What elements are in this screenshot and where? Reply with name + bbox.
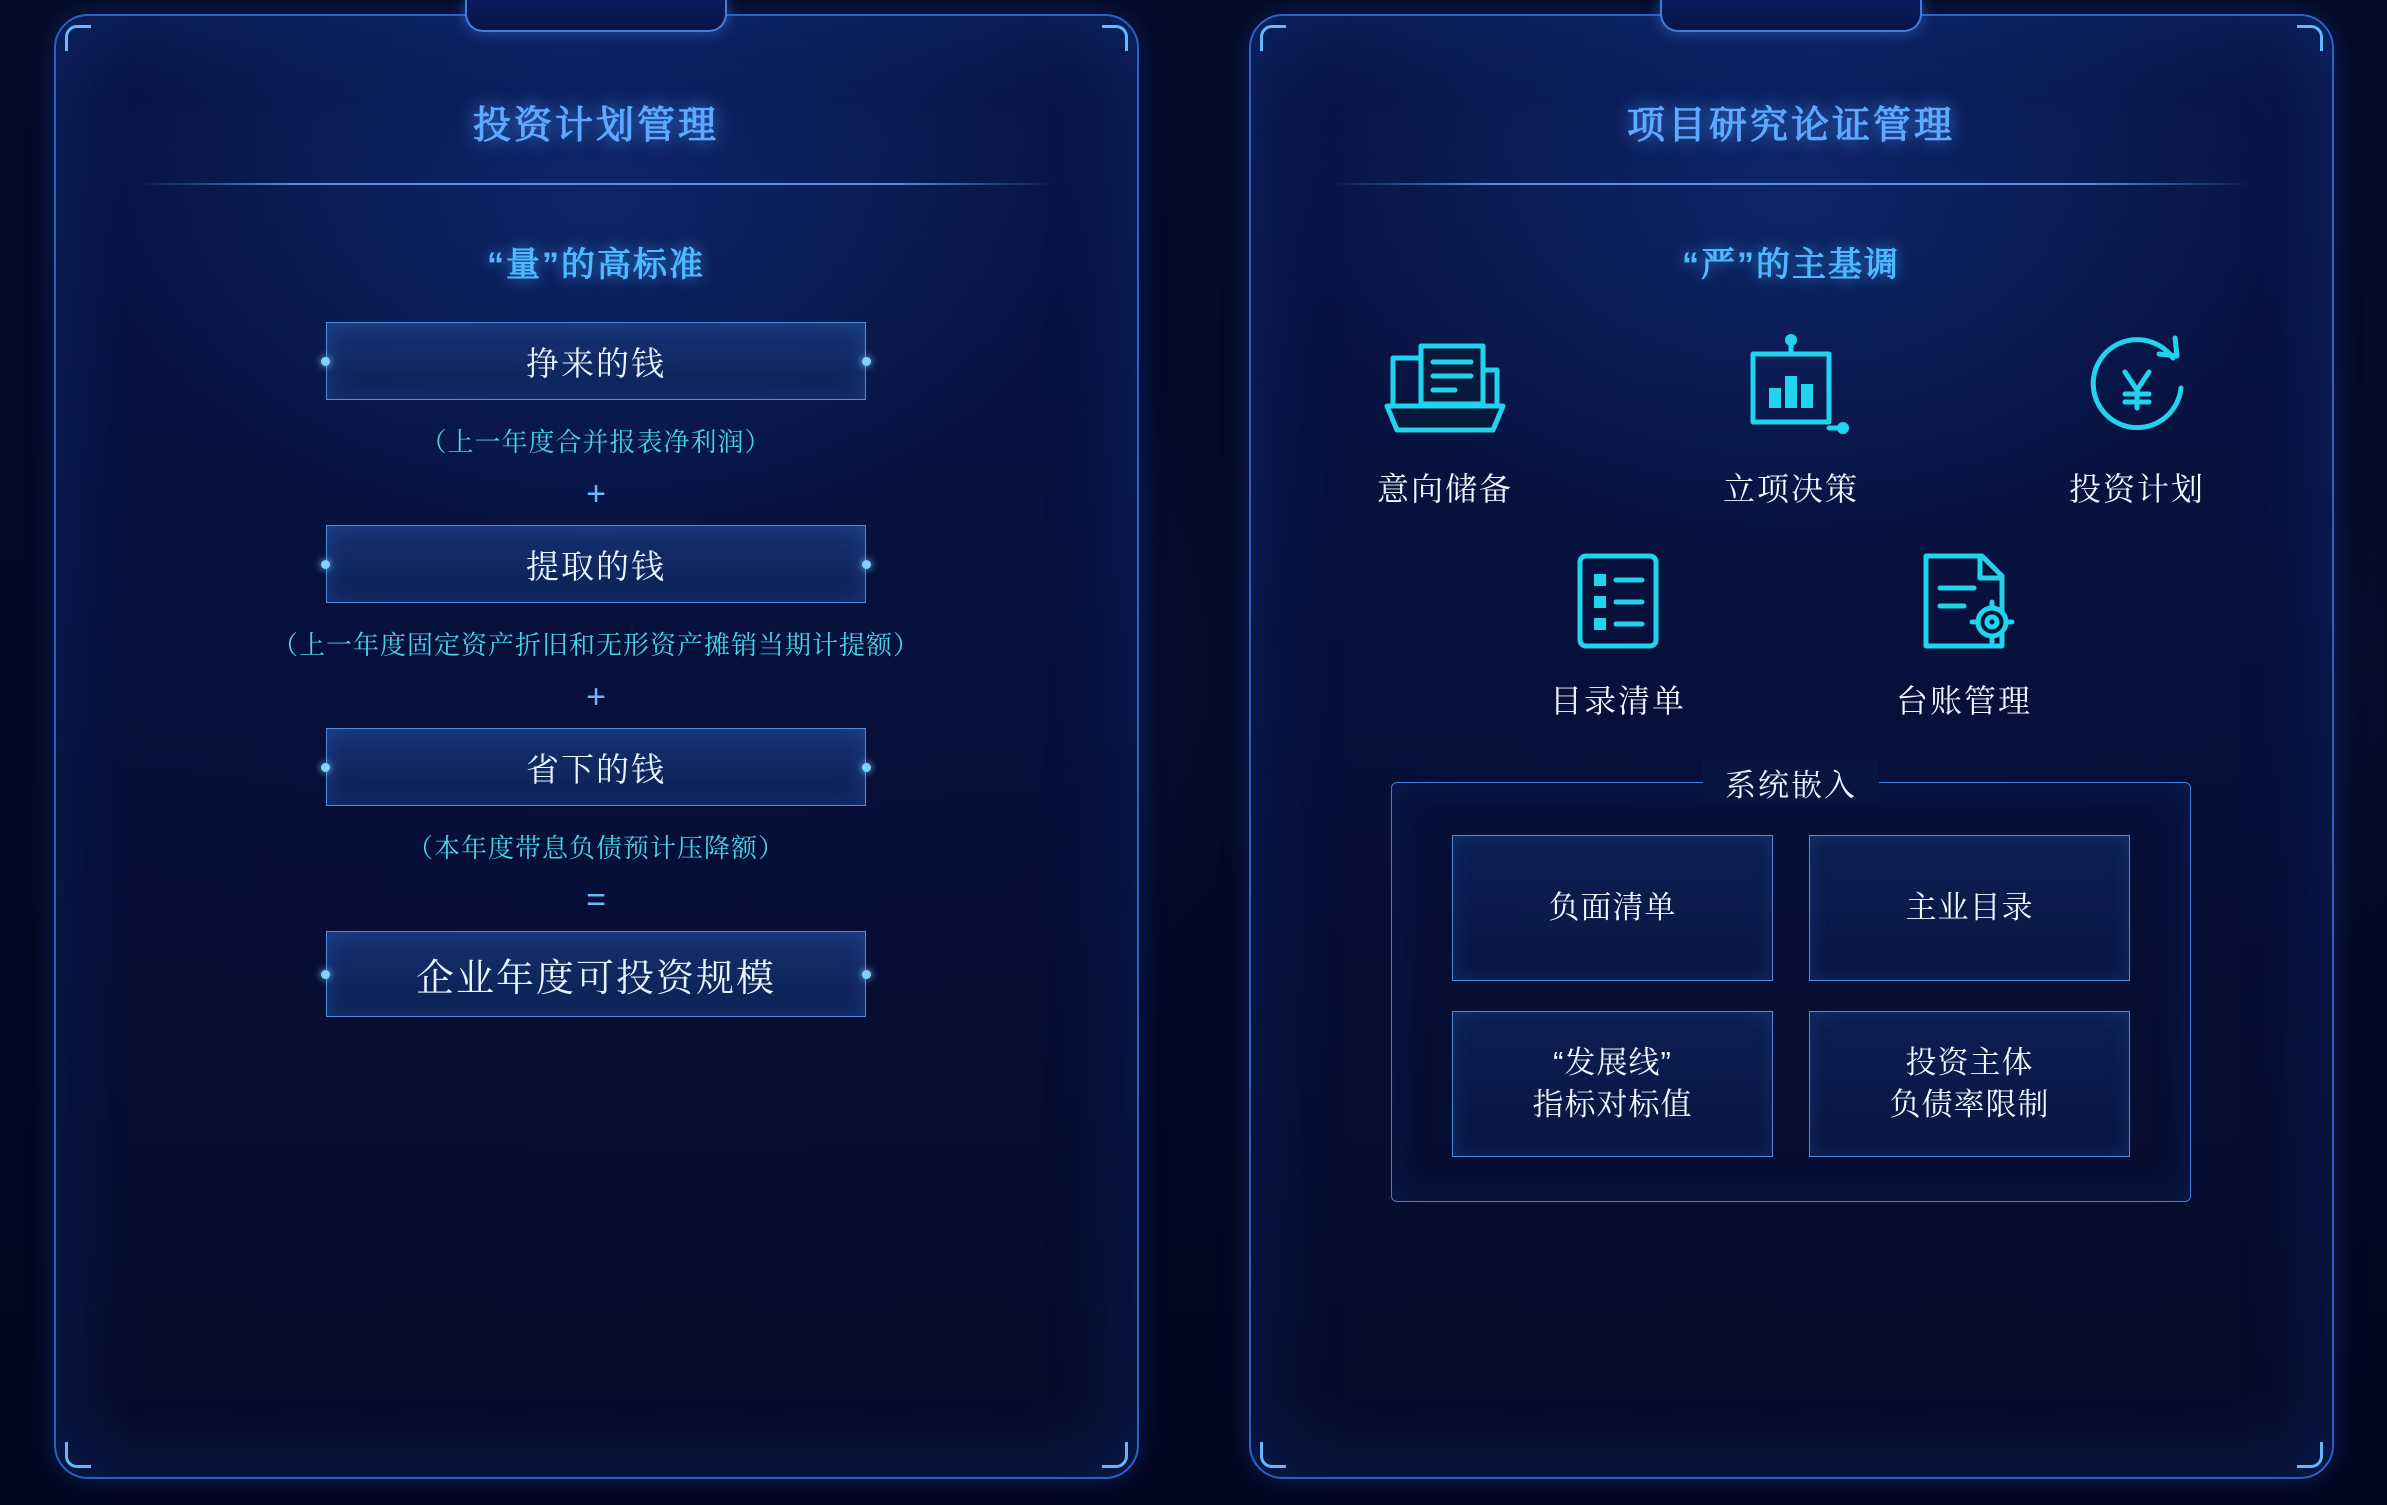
right-panel-subtitle: “严”的主基调 [1682, 246, 1900, 284]
system-embed-legend: 系统嵌入 [1703, 760, 1879, 805]
embed-item-negative-list[interactable] [1452, 835, 1773, 981]
formula-note-extracted: （上一年度固定资产折旧和无形资产摊销当期计提额） [271, 630, 920, 660]
embed-item-development-line-benchmark[interactable] [1452, 1011, 1773, 1157]
project-research-panel [1249, 14, 2334, 1479]
folder-document-icon [1381, 332, 1509, 444]
formula-operator-2: + [586, 678, 606, 716]
embed-item-investor-debt-ratio-limit[interactable] [1809, 1011, 2130, 1157]
corner-decoration-top-left [1260, 25, 1286, 51]
feature-item-project-decision[interactable] [1666, 332, 1916, 510]
system-embed-grid [1452, 835, 2130, 1157]
formula-result-wrap [326, 931, 866, 1017]
feature-item-intent-reserve[interactable] [1320, 332, 1570, 510]
corner-decoration-bottom-right [1102, 1442, 1128, 1468]
chip-node-dot-left [321, 357, 330, 366]
formula-operator-3: = [586, 881, 606, 919]
feature-label: 投资计划 [2068, 471, 2205, 507]
embed-item-line1: 负面清单 [1548, 890, 1677, 926]
left-title-divider [136, 183, 1057, 185]
corner-decoration-bottom-left [65, 1442, 91, 1468]
yuan-refresh-icon [2073, 332, 2201, 444]
feature-label: 目录清单 [1549, 683, 1686, 719]
embed-item-line2: 负债率限制 [1889, 1087, 2050, 1122]
corner-decoration-top-left [65, 25, 91, 51]
chip-node-dot-left [321, 970, 330, 979]
investment-formula [96, 322, 1097, 1017]
formula-term-saved[interactable]: 省下的钱 [326, 728, 866, 806]
investment-plan-panel [54, 14, 1139, 1479]
system-embed-box [1391, 768, 2191, 1202]
formula-note-earned: （上一年度合并报表净利润） [420, 427, 772, 457]
document-gear-icon [1900, 544, 2028, 656]
chip-node-dot-right [862, 357, 871, 366]
formula-chip-wrap [326, 322, 866, 400]
checklist-icon [1554, 544, 1682, 656]
feature-item-investment-plan[interactable] [2012, 332, 2262, 510]
formula-chip-wrap [326, 728, 866, 806]
right-panel-title: 项目研究论证管理 [1626, 105, 1955, 147]
left-panel-subtitle: “量”的高标准 [487, 246, 705, 284]
right-title-divider [1331, 183, 2252, 185]
corner-decoration-top-right [1102, 25, 1128, 51]
feature-item-ledger-management[interactable] [1839, 544, 2089, 722]
formula-result-total[interactable]: 企业年度可投资规模 [326, 931, 866, 1017]
chip-node-dot-right [862, 560, 871, 569]
chip-node-dot-right [862, 970, 871, 979]
embed-item-main-business-catalog[interactable] [1809, 835, 2130, 981]
chip-node-dot-right [862, 763, 871, 772]
formula-term-earned[interactable]: 挣来的钱 [326, 322, 866, 400]
embed-item-line1: 投资主体 [1905, 1045, 2034, 1081]
embed-item-line2: 指标对标值 [1532, 1087, 1693, 1122]
embed-item-line1: “发展线” [1553, 1045, 1672, 1081]
feature-label: 台账管理 [1895, 683, 2032, 719]
formula-term-extracted[interactable]: 提取的钱 [326, 525, 866, 603]
feature-label: 立项决策 [1722, 471, 1859, 507]
formula-note-saved: （本年度带息负债预计压降额） [406, 833, 785, 863]
bar-chart-icon [1727, 332, 1855, 444]
left-panel-title: 投资计划管理 [472, 105, 719, 147]
formula-chip-wrap [326, 525, 866, 603]
corner-decoration-bottom-right [2297, 1442, 2323, 1468]
formula-operator-1: + [586, 475, 606, 513]
feature-item-catalog-list[interactable] [1493, 544, 1743, 722]
feature-label: 意向储备 [1376, 471, 1513, 507]
feature-icon-grid [1291, 332, 2292, 756]
corner-decoration-bottom-left [1260, 1442, 1286, 1468]
chip-node-dot-left [321, 560, 330, 569]
corner-decoration-top-right [2297, 25, 2323, 51]
embed-item-line1: 主业目录 [1905, 890, 2034, 926]
chip-node-dot-left [321, 763, 330, 772]
